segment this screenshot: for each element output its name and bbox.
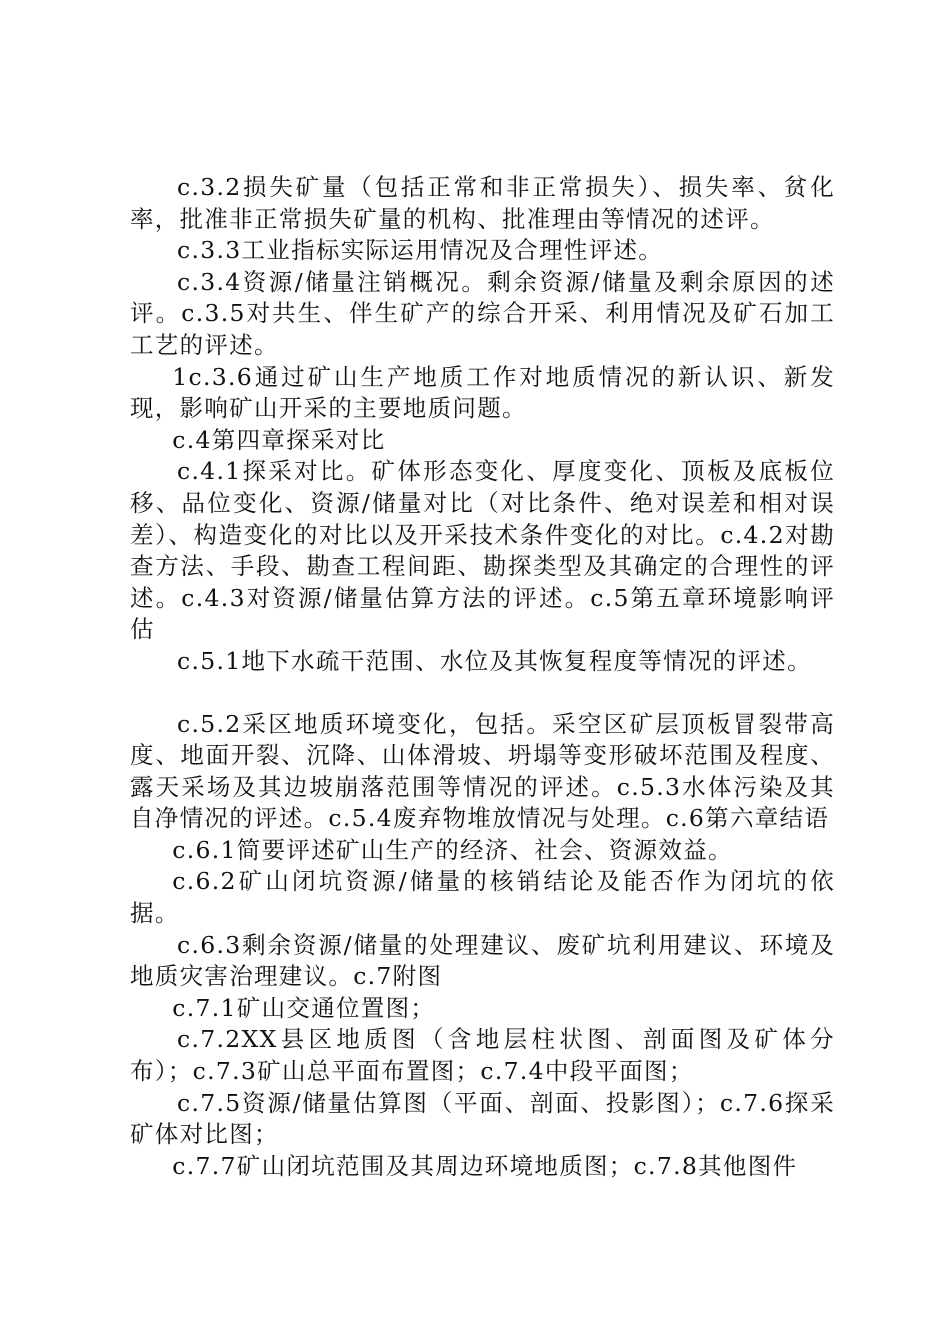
paragraph-remaining-resources: c.6.3剩余资源/储量的处理建议、废矿坑利用建议、环境及地质灾害治理建议。c.7附图	[130, 930, 835, 991]
paragraph-closure-conclusion: c.6.2矿山闭坑资源/储量的核销结论及能否作为闭坑的依据。	[130, 867, 835, 928]
paragraph-geology-issues: 1c.3.6通过矿山生产地质工作对地质情况的新认识、新发现，影响矿山开采的主要地质问题。	[130, 362, 835, 423]
paragraph-industrial-index: c.3.3工业指标实际运用情况及合理性评述。	[177, 236, 664, 265]
appendix-item-closure-map: c.7.7矿山闭坑范围及其周边环境地质图；c.7.8其他图件	[172, 1151, 798, 1180]
paragraph-groundwater: c.5.1地下水疏干范围、水位及其恢复程度等情况的评述。	[177, 646, 812, 675]
paragraph-resource-cancellation: c.3.4资源/储量注销概况。剩余资源/储量及剩余原因的述评。c.3.5对共生、伴生矿产的综合开采、利用情况及矿石加工工艺的评述。	[130, 267, 835, 359]
paragraph-spacer	[130, 678, 835, 709]
chapter-four-heading: c.4第四章探采对比	[172, 425, 386, 454]
paragraph-exploration-comparison: c.4.1探采对比。矿体形态变化、厚度变化、顶板及底板位移、品位变化、资源/储量对比（对比条件、绝对误差和相对误差）、构造变化的对比以及开采技术条件变化的对比。c.4.2对勘查方法、手段、勘查工程间距、勘探类型及其确定的合理性的评述。c.4.3对资源/储量估算方法的评述。c.5第五章环境影响评估	[130, 457, 835, 644]
appendix-item-resource-map: c.7.5资源/储量估算图（平面、剖面、投影图）；c.7.6探采矿体对比图；	[130, 1088, 835, 1149]
appendix-item-geology-map: c.7.2XX县区地质图（含地层柱状图、剖面图及矿体分布）；c.7.3矿山总平面布置图；c.7.4中段平面图；	[130, 1025, 835, 1086]
paragraph-benefits: c.6.1简要评述矿山生产的经济、社会、资源效益。	[172, 835, 733, 864]
appendix-item-location-map: c.7.1矿山交通位置图；	[172, 993, 436, 1022]
paragraph-mining-environment: c.5.2采区地质环境变化，包括。采空区矿层顶板冒裂带高度、地面开裂、沉降、山体滑坡、坍塌等变形破坏范围及程度、露天采场及其边坡崩落范围等情况的评述。c.5.3水体污染及其自净情况的评述。c.5.4废弃物堆放情况与处理。c.6第六章结语	[130, 709, 835, 833]
document-body	[130, 172, 835, 1182]
paragraph-loss-ore: c.3.2损失矿量（包括正常和非正常损失）、损失率、贫化率，批准非正常损失矿量的机构、批准理由等情况的述评。	[130, 173, 835, 233]
